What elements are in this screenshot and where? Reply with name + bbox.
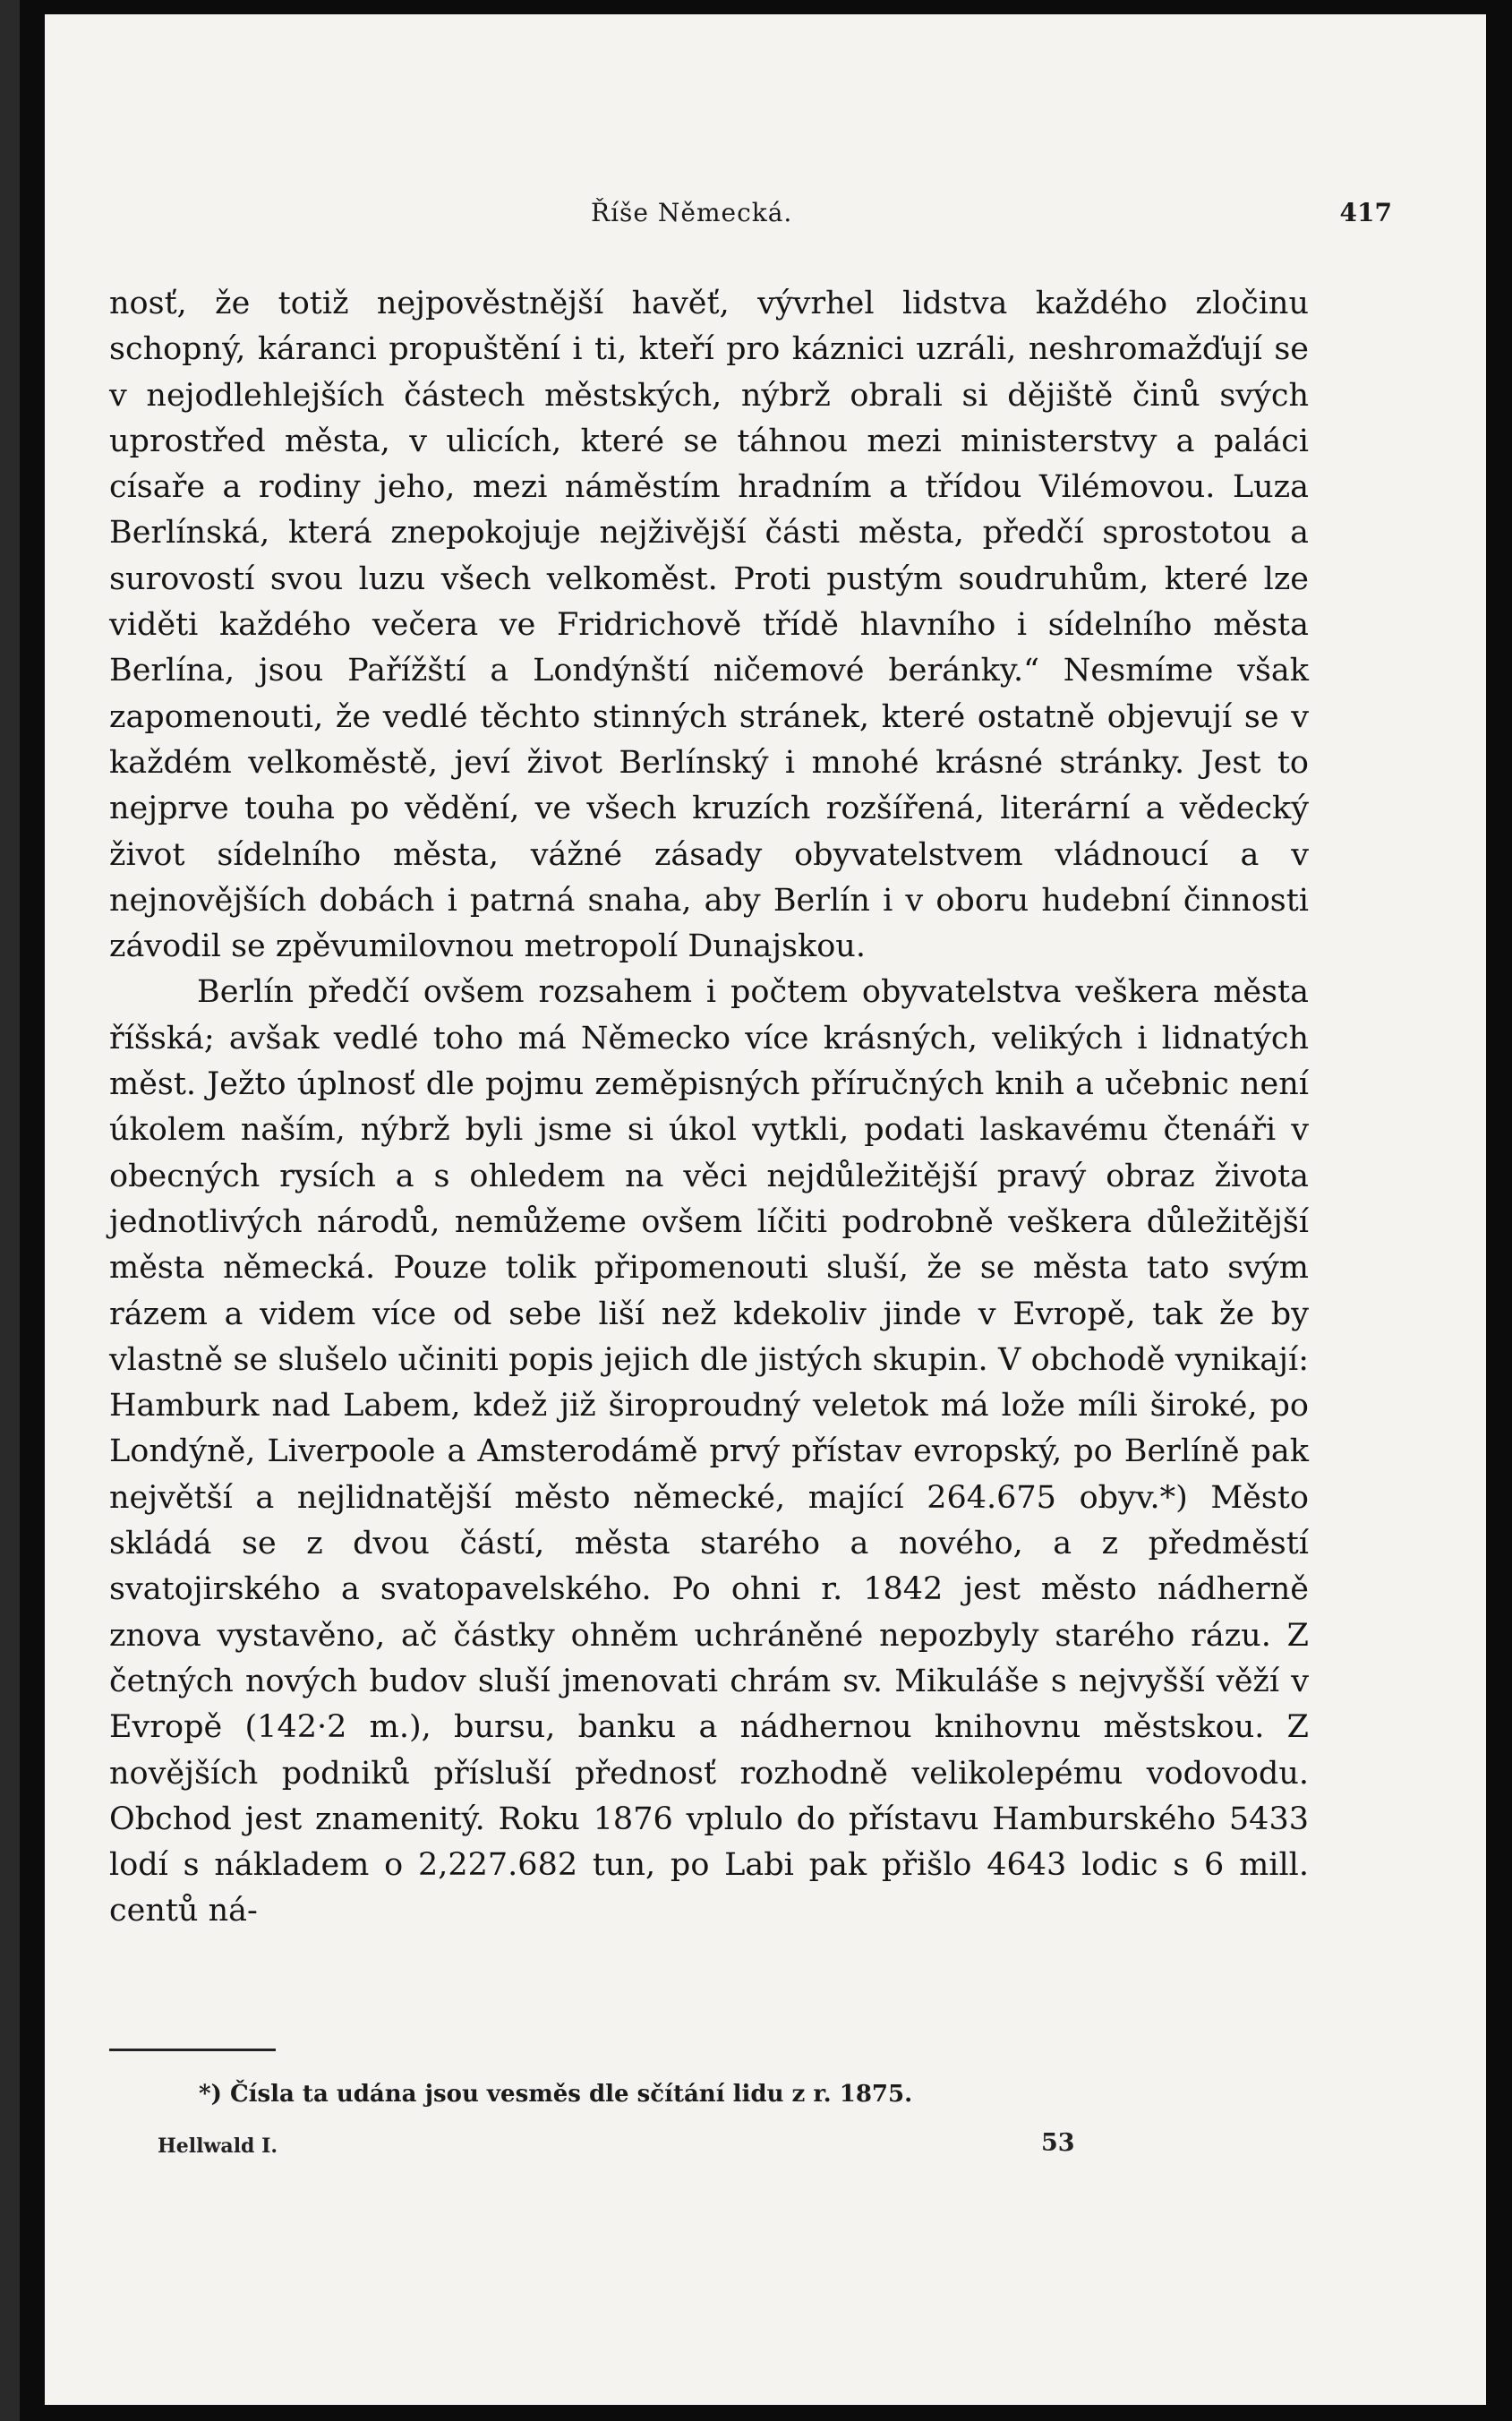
body-text xyxy=(109,281,1309,1935)
sheet-number: 53 xyxy=(1041,2129,1075,2157)
footnote-divider xyxy=(109,2049,276,2051)
paragraph: Berlín předčí ovšem rozsahem i počtem obyvatelstva veškera města říšská; avšak vedlé toho má Německo více krásných, velikých i lidnatých měst. Ježto úplnosť dle pojmu zeměpisných příručných knih a učebnic není úkolem naším, nýbrž byli jsme si úkol vytkli, podati laskavému čtenáři v obecných rysích a s ohledem na věci nejdůležitější pravý obraz života jednotlivých národů, nemůžeme ovšem líčiti podrobně veškera důležitější města německá. Pouze tolik připomenouti sluší, že se města tato svým rázem a videm více od sebe liší než kdekoliv jinde v Evropě, tak že by vlastně se slušelo učiniti popis jejich dle jistých skupin. V obchodě vynikají: Hamburk nad Labem, kdež již široproudný veletok má lože míli široké, po Londýně, Liverpoole a Amsterodámě prvý přístav evropský, po Berlíně pak největší a nejlidnatější město německé, mající 264.675 obyv.*) Město skládá se z dvou částí, města starého a nového, a z předměstí svatojirského a svatopavelského. Po ohni r. 1842 jest město nádherně znova vystavěno, ač částky ohněm uchráněné nepozbyly starého rázu. Z četných nových budov sluší jmenovati chrám sv. Mikuláše s nejvyšší věží v Evropě (142·2 m.), bursu, banku a nádhernou knihovnu městskou. Z novějších podniků přísluší přednosť rozhodně velikolepému vodovodu. Obchod jest znamenitý. Roku 1876 vplulo do přístavu Hamburského 5433 lodí s nákladem o 2,227.682 tun, po Labi pak přišlo 4643 lodic s 6 mill. centů ná- xyxy=(109,974,1309,1929)
page-header xyxy=(45,198,1486,234)
paragraph: nosť, že totiž nejpověstnější havěť, vývrhel lidstva každého zločinu schopný, káranci propuštění i ti, kteří pro káznici uzráli, neshromažďují se v nejodlehlejších částech městských, nýbrž obrali si dějiště činů svých uprostřed města, v ulicích, které se táhnou mezi ministerstvy a paláci císaře a rodiny jeho, mezi náměstím hradním a třídou Vilémovou. Luza Berlínská, která znepokojuje nejživější části města, předčí sprostotou a surovostí svou luzu všech velkoměst. Proti pustým soudruhům, které lze viděti každého večera ve Fridrichově třídě hlavního i sídelního města Berlína, jsou Pařížští a Londýnští ničemové beránky.“ Nesmíme však zapomenouti, že vedlé těchto stinných stránek, které ostatně objevují se v každém velkoměstě, jeví život Berlínský i mnohé krásné stránky. Jest to nejprve touha po vědění, ve všech kruzích rozšířená, literární a vědecký život sídelního města, vážné zásady obyvatelstvem vládnoucí a v nejnovějších dobách i patrná snaha, aby Berlín i v oboru hudební činnosti závodil se zpěvumilovnou metropolí Dunajskou. xyxy=(109,286,1309,965)
book-page xyxy=(45,14,1486,2405)
printer-signature: Hellwald I. xyxy=(158,2134,278,2158)
footnote: *) Čísla ta udána jsou vesměs dle sčítání lidu z r. 1875. xyxy=(199,2081,913,2108)
page-number: 417 xyxy=(1339,198,1392,227)
running-title: Říše Německá. xyxy=(591,198,793,227)
scan-left-edge xyxy=(0,0,20,2421)
